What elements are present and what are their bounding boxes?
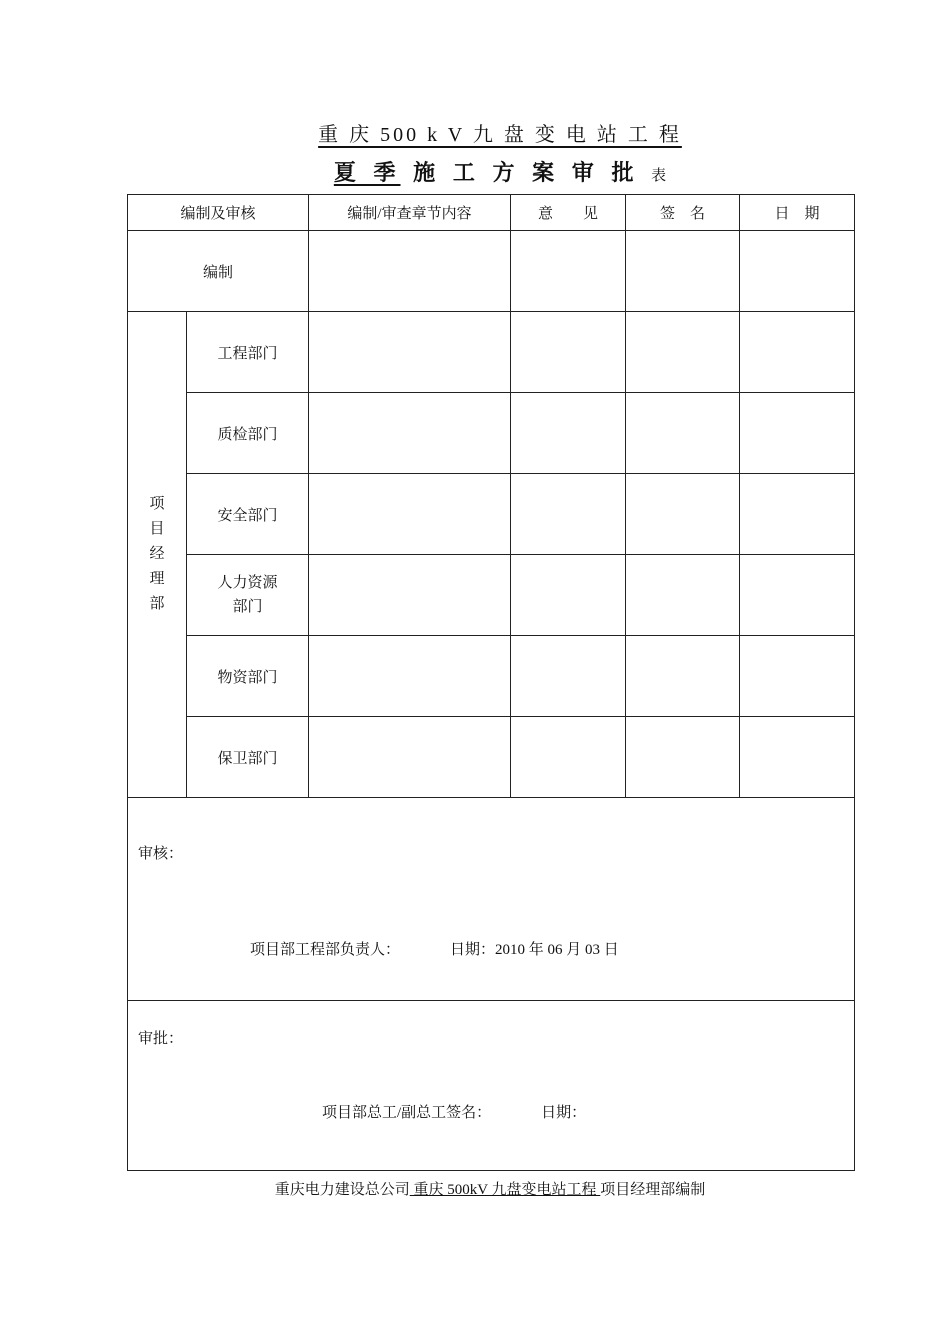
dept-row-security — [128, 717, 855, 798]
dept-label-security: 保卫部门 — [187, 717, 309, 798]
opinion-cell[interactable] — [511, 474, 626, 555]
opinion-cell[interactable] — [511, 636, 626, 717]
dept-label-engineering: 工程部门 — [187, 312, 309, 393]
approval-signature-line — [322, 1101, 586, 1122]
signature-cell[interactable] — [626, 474, 740, 555]
form-title-suffix: 表 — [651, 168, 667, 184]
compile-signature-cell[interactable] — [626, 231, 740, 312]
content-cell[interactable] — [309, 312, 511, 393]
footer — [0, 1178, 950, 1199]
review-label: 审核： — [138, 846, 184, 862]
compile-opinion-cell[interactable] — [511, 231, 626, 312]
dept-label-hr-line2: 部门 — [232, 599, 263, 615]
approval-date: 日期： — [541, 1105, 587, 1121]
group-char: 部 — [149, 596, 165, 612]
project-title-text: 重 庆 500 k V 九 盘 变 电 站 工 程 — [318, 124, 682, 146]
date-cell[interactable] — [740, 636, 855, 717]
date-cell[interactable] — [740, 717, 855, 798]
group-char: 理 — [149, 571, 165, 587]
approval-signer-label: 项目部总工/副总工签名： — [322, 1105, 492, 1121]
review-date: 日期：2010 年 06 月 03 日 — [450, 942, 619, 958]
date-cell[interactable] — [740, 474, 855, 555]
date-cell[interactable] — [740, 555, 855, 636]
dept-row-quality — [128, 393, 855, 474]
header-signature: 签 名 — [626, 195, 740, 231]
content-cell[interactable] — [309, 474, 511, 555]
compile-label: 编制 — [128, 231, 309, 312]
group-char: 目 — [149, 521, 165, 537]
form-title-season: 夏 季 — [333, 161, 401, 186]
approval-label: 审批： — [138, 1031, 184, 1047]
form-title-main: 施 工 方 案 审 批 — [413, 161, 639, 186]
dept-row-materials — [128, 636, 855, 717]
project-title — [0, 118, 950, 147]
compile-date-cell[interactable] — [740, 231, 855, 312]
group-char: 经 — [149, 546, 165, 562]
group-char: 项 — [149, 496, 165, 512]
form-title — [0, 156, 950, 187]
signature-cell[interactable] — [626, 717, 740, 798]
date-cell[interactable] — [740, 393, 855, 474]
signature-cell[interactable] — [626, 393, 740, 474]
dept-label-hr-line1: 人力资源 — [217, 575, 278, 591]
opinion-cell[interactable] — [511, 312, 626, 393]
review-row — [128, 798, 855, 1001]
signature-cell[interactable] — [626, 636, 740, 717]
review-cell[interactable] — [128, 798, 855, 1001]
date-cell[interactable] — [740, 312, 855, 393]
dept-row-engineering — [128, 312, 855, 393]
content-cell[interactable] — [309, 555, 511, 636]
opinion-cell[interactable] — [511, 717, 626, 798]
dept-label-safety: 安全部门 — [187, 474, 309, 555]
compile-content-cell[interactable] — [309, 231, 511, 312]
approval-row — [128, 1001, 855, 1171]
header-content: 编制/审查章节内容 — [309, 195, 511, 231]
dept-row-hr — [128, 555, 855, 636]
header-compile-review: 编制及审核 — [128, 195, 309, 231]
content-cell[interactable] — [309, 393, 511, 474]
header-opinion: 意 见 — [511, 195, 626, 231]
dept-label-materials: 物资部门 — [187, 636, 309, 717]
header-date: 日 期 — [740, 195, 855, 231]
footer-company: 重庆电力建设总公司 — [274, 1182, 410, 1198]
content-cell[interactable] — [309, 636, 511, 717]
dept-label-quality: 质检部门 — [187, 393, 309, 474]
project-dept-label — [128, 312, 187, 798]
review-signer-label: 项目部工程部负责人： — [250, 942, 401, 958]
footer-suffix: 项目经理部编制 — [600, 1182, 706, 1198]
opinion-cell[interactable] — [511, 555, 626, 636]
review-signature-line — [250, 938, 619, 959]
content-cell[interactable] — [309, 717, 511, 798]
opinion-cell[interactable] — [511, 393, 626, 474]
dept-label-hr — [187, 555, 309, 636]
compile-row — [128, 231, 855, 312]
approval-table — [127, 194, 855, 1171]
dept-row-safety — [128, 474, 855, 555]
footer-project: 重庆 500kV 九盘变电站工程 — [409, 1182, 601, 1198]
signature-cell[interactable] — [626, 555, 740, 636]
signature-cell[interactable] — [626, 312, 740, 393]
header-row — [128, 195, 855, 231]
approval-cell[interactable] — [128, 1001, 855, 1171]
